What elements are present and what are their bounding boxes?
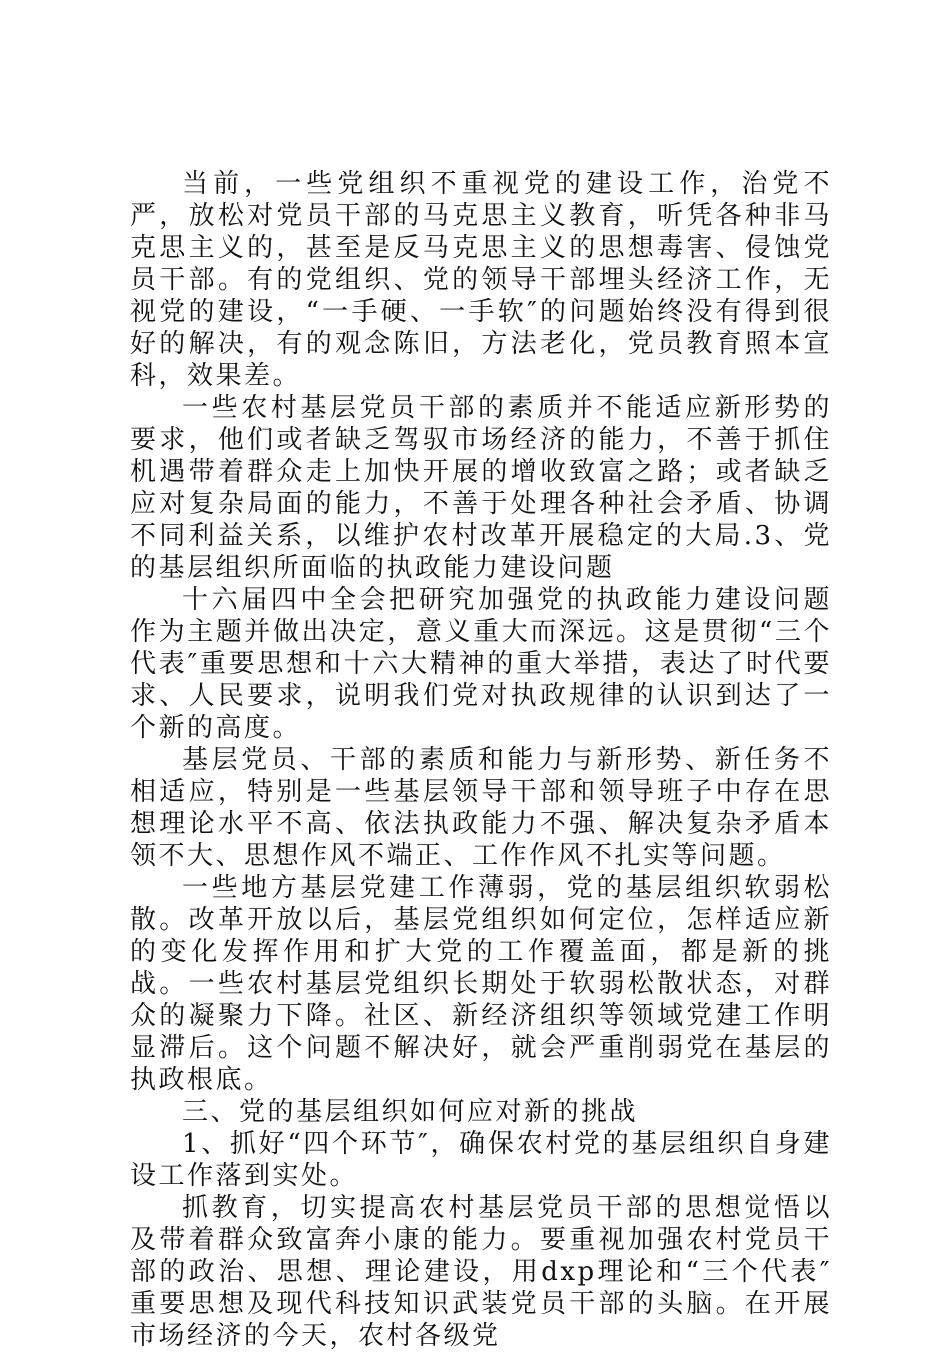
paragraph-4: 基层党员、干部的素质和能力与新形势、新任务不相适应，特别是一些基层领导干部和领导班子中存在思想理论水平不高、依法执政能力不强、解决复杂矛盾本领不大、思想作风不端正、工作作风不扎实等问题。 [130,745,832,871]
paragraph-1: 当前，一些党组织不重视党的建设工作，治党不严，放松对党员干部的马克思主义教育，听凭各种非马克思主义的，甚至是反马克思主义的思想毒害、侵蚀党员干部。有的党组织、党的领导干部埋头经济工作，无视党的建设，“一手硬、一手软″的问题始终没有得到很好的解决，有的观念陈旧，方法老化，党员教育照本宣科，效果差。 [130,169,832,391]
subsection-heading: 1、抓好“四个环节″，确保农村党的基层组织自身建设工作落到实处。 [130,1129,832,1191]
paragraph-6: 抓教育，切实提高农村基层党员干部的思想觉悟以及带着群众致富奔小康的能力。要重视加强农村党员干部的政治、思想、理论建设，用dxp理论和“三个代表″重要思想及现代科技知识武装党员干部的头脑。在开展市场经济的今天，农村各级党 [130,1193,832,1351]
paragraph-5: 一些地方基层党建工作薄弱，党的基层组织软弱松散。改革开放以后，基层党组织如何定位，怎样适应新的变化发挥作用和扩大党的工作覆盖面，都是新的挑战。一些农村基层党组织长期处于软弱松散状态，对群众的凝聚力下降。社区、新经济组织等领域党建工作明显滞后。这个问题不解决好，就会严重削弱党在基层的执政根底。 [130,873,832,1095]
paragraph-2: 一些农村基层党员干部的素质并不能适应新形势的要求，他们或者缺乏驾驭市场经济的能力，不善于抓住机遇带着群众走上加快开展的增收致富之路；或者缺乏应对复杂局面的能力，不善于处理各种社会矛盾、协调不同利益关系，以维护农村改革开展稳定的大局.3、党的基层组织所面临的执政能力建设问题 [130,393,832,583]
document-body [130,168,832,1352]
paragraph-3: 十六届四中全会把研究加强党的执政能力建设问题作为主题并做出决定，意义重大而深远。这是贯彻“三个代表″重要思想和十六大精神的重大举措，表达了时代要求、人民要求，说明我们党对执政规律的认识到达了一个新的高度。 [130,585,832,743]
section-heading: 三、党的基层组织如何应对新的挑战 [182,1097,639,1127]
